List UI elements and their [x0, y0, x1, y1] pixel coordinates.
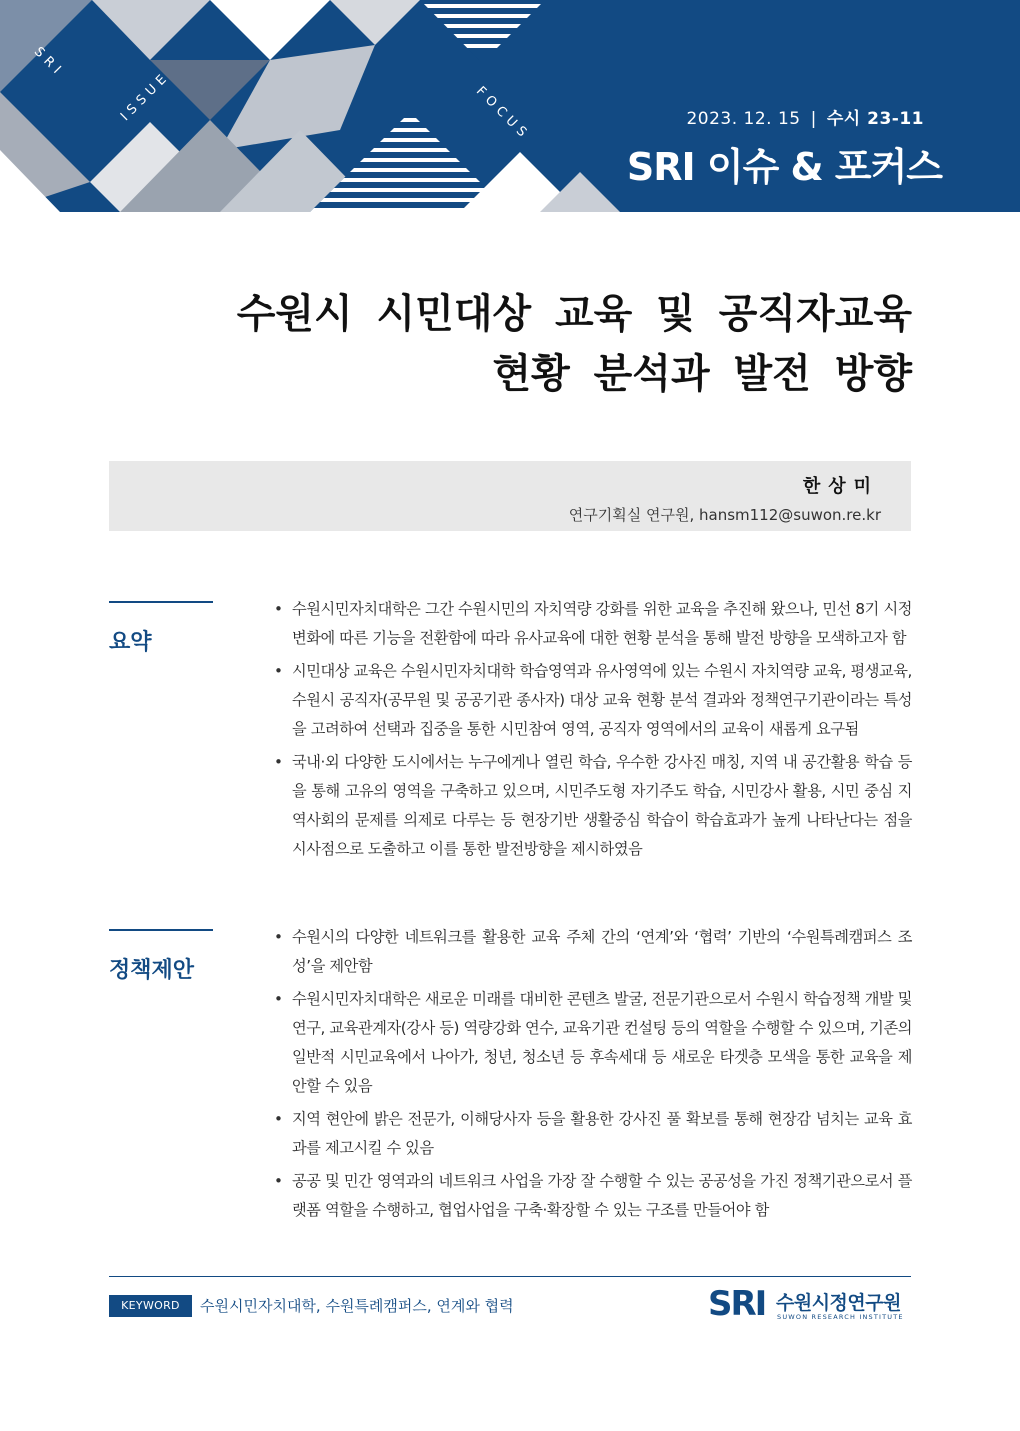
- logo-subtitle: SUWON RESEARCH INSTITUTE: [777, 1313, 904, 1321]
- issue-meta: [686, 104, 924, 129]
- issue-date: 2023. 12. 15: [686, 109, 801, 129]
- banner-tag-focus: FOCUS: [472, 83, 533, 144]
- banner-tag-sri: SRI: [30, 44, 68, 81]
- author-box: [109, 461, 911, 531]
- list-item: • 시민대상 교육은 수원시민자치대학 학습영역과 유사영역에 있는 수원시 자치역량 교육, 평생교육, 수원시 공직자(공무원 및 공공기관 종사자) 대상 교육 현황 분석 결과와 정책연구기관이라는 특성을 고려하여 선택과 집중을 통한 시민참여 영역, 공직자 영역에서의 교육이 새롭게 요구됨: [272, 657, 912, 744]
- policy-rule: [109, 929, 213, 931]
- institute-logo: [708, 1286, 913, 1326]
- summary-label: 요약: [109, 630, 152, 655]
- list-item: • 국내·외 다양한 도시에서는 누구에게나 열린 학습, 우수한 강사진 매칭, 지역 내 공간활용 학습 등을 통해 고유의 영역을 구축하고 있으며, 시민주도형 자기주도 학습, 시민강사 활용, 시민 중심 지역사회의 문제를 의제로 다루는 등 현장기반 생활중심 학습이 학습효과가 높게 나타난다는 점을 시사점으로 도출하고 이를 통한 발전방향을 제시하였음: [272, 748, 912, 864]
- list-item: • 수원시의 다양한 네트워크를 활용한 교육 주체 간의 ‘연계’와 ‘협력’ 기반의 ‘수원특례캠퍼스 조성’을 제안함: [272, 923, 912, 981]
- header-banner: [0, 0, 1020, 212]
- list-item: • 수원시민자치대학은 새로운 미래를 대비한 콘텐츠 발굴, 전문기관으로서 수원시 학습정책 개발 및 연구, 교육관계자(강사 등) 역량강화 연수, 교육기관 컨설팅 등의 역할을 수행할 수 있으며, 기존의 일반적 시민교육에서 나아가, 청년, 청소년 등 후속세대 등 새로운 타겟층 모색을 통한 교육을 제안할 수 있음: [272, 985, 912, 1101]
- author-affiliation: 연구기획실 연구원, hansm112@suwon.re.kr: [568, 506, 881, 524]
- series-title: SRI 이슈 & 포커스: [626, 145, 942, 189]
- title-line-2: 현황 분석과 발전 방향: [492, 351, 912, 397]
- list-item: • 지역 현안에 밝은 전문가, 이해당사자 등을 활용한 강사진 풀 확보를 통해 현장감 넘치는 교육 효과를 제고시킬 수 있음: [272, 1105, 912, 1163]
- policy-list: [272, 923, 912, 1229]
- author-name: 한상미: [802, 476, 879, 497]
- policy-label: 정책제안: [109, 958, 195, 983]
- summary-rule: [109, 601, 213, 603]
- keyword-tag: KEYWORD: [109, 1295, 192, 1317]
- meta-separator: |: [810, 109, 817, 129]
- document-title: [92, 284, 912, 404]
- footer-rule: [109, 1276, 911, 1277]
- title-line-1: 수원시 시민대상 교육 및 공직자교육: [236, 291, 912, 337]
- banner-tag-issue: ISSUE: [117, 68, 174, 125]
- summary-list: [272, 595, 912, 868]
- list-item: • 수원시민자치대학은 그간 수원시민의 자치역량 강화를 위한 교육을 추진해 왔으나, 민선 8기 시정 변화에 따른 기능을 전환함에 따라 유사교육에 대한 현황 분석을 통해 발전 방향을 모색하고자 함: [272, 595, 912, 653]
- logo-mark: SRI: [708, 1284, 766, 1324]
- list-item: • 공공 및 민간 영역과의 네트워크 사업을 가장 잘 수행할 수 있는 공공성을 가진 정책기관으로서 플랫폼 역할을 수행하고, 협업사업을 구축·확장할 수 있는 구조를 만들어야 함: [272, 1167, 912, 1225]
- keyword-list: 수원시민자치대학, 수원특례캠퍼스, 연계와 협력: [200, 1297, 514, 1315]
- logo-name: 수원시정연구원: [776, 1292, 901, 1314]
- issue-number: 수시 23-11: [826, 109, 924, 129]
